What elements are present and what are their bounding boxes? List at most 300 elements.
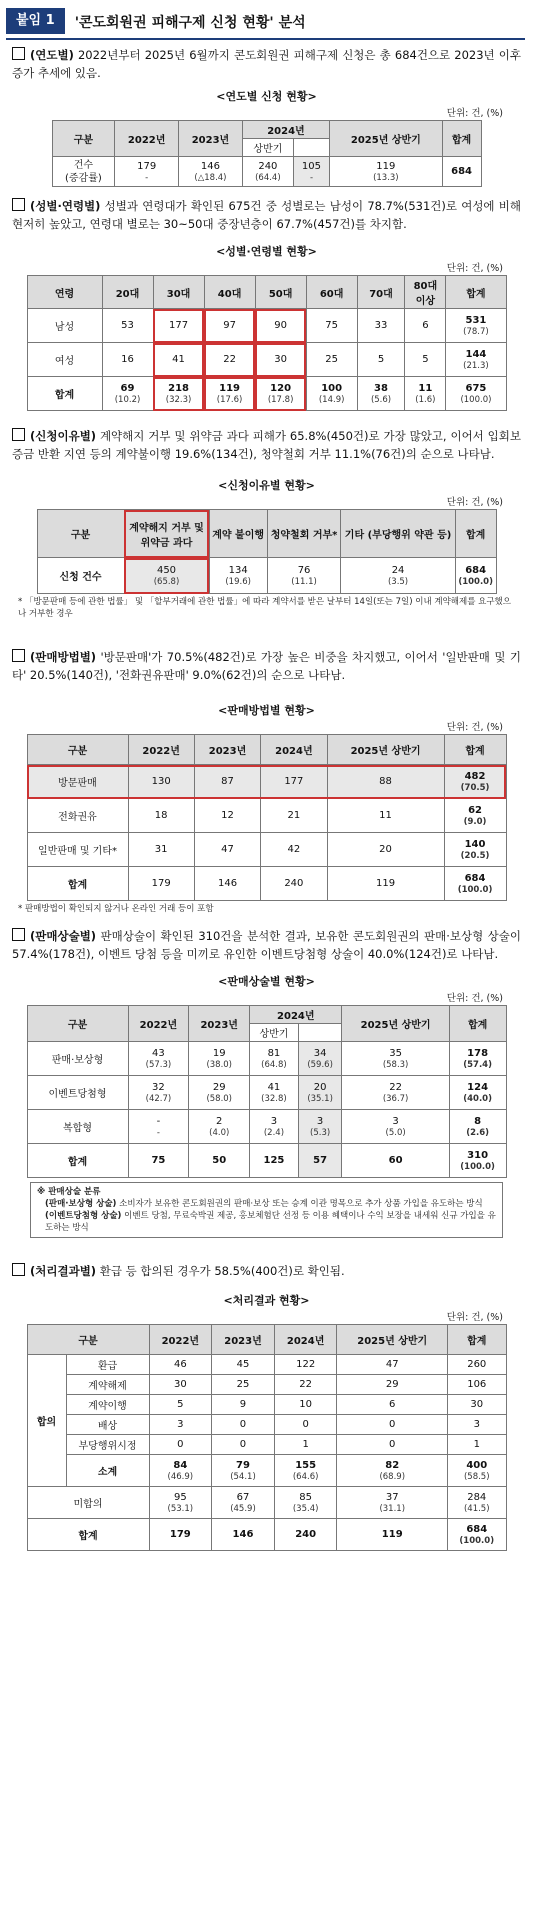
rate: - [309, 172, 314, 183]
cell: 90 [255, 309, 306, 343]
th-2022: 2022년 [149, 1325, 212, 1355]
footnote: * 「방문판매 등에 관한 법률」 및 「할부거래에 관한 법률」에 따라 계약서를 받은 날부터 14일(또는 7일) 이내 계약해제를 요구했으나 거부한 경우 [18, 597, 511, 619]
value: - [156, 1115, 161, 1127]
th-other: 기타 (부당행위 약관 등) [341, 510, 455, 558]
th-2024: 2024년 [242, 121, 329, 139]
pct: (40.0) [463, 1093, 492, 1104]
th-total: 합계 [455, 510, 496, 558]
cell: 0 [212, 1415, 275, 1435]
cell [204, 377, 255, 411]
unit-label: 단위: 건, (%) [446, 993, 503, 1004]
cell: 18 [128, 799, 194, 833]
cell: 177 [153, 309, 204, 343]
row-label: 부당행위시정 [66, 1435, 149, 1455]
th-total: 합계 [449, 1006, 506, 1042]
th-2024: 2024년 [274, 1325, 337, 1355]
cell [298, 1076, 342, 1110]
value: 284 [467, 1491, 487, 1503]
cell [357, 377, 405, 411]
cell: 119 [327, 867, 444, 901]
cell [149, 1487, 212, 1519]
label-count: 건수 [73, 159, 94, 171]
table-row [27, 833, 506, 867]
cell [149, 1455, 212, 1487]
section-sales-tactic-text [12, 927, 521, 963]
value: 62 [468, 804, 482, 816]
pct: (5.3) [310, 1127, 331, 1138]
cell [124, 558, 209, 594]
cell [330, 157, 443, 187]
th-2024h1: 상반기 [242, 139, 293, 157]
reason-table [37, 509, 497, 594]
row-label: 소계 [66, 1455, 149, 1487]
cell: 57 [298, 1144, 342, 1178]
cell: 33 [357, 309, 405, 343]
cell [189, 1042, 250, 1076]
value: 79 [236, 1459, 250, 1471]
value: 85 [299, 1491, 312, 1503]
cell: 47 [194, 833, 260, 867]
total-cell [449, 1042, 506, 1076]
cell: 0 [149, 1435, 212, 1455]
value: 43 [152, 1047, 165, 1059]
pct: (100.0) [459, 1535, 495, 1546]
value: 120 [270, 382, 292, 394]
row-label: 신청 건수 [37, 558, 124, 594]
cell [212, 1455, 275, 1487]
th-2022: 2022년 [115, 121, 179, 157]
note-title: ※ 판매상술 분류 [37, 1187, 101, 1197]
cell: 6 [337, 1395, 448, 1415]
classification-note [30, 1182, 503, 1238]
row-label [52, 157, 115, 187]
table-row [27, 1110, 506, 1144]
value: 11 [418, 382, 433, 394]
table-row [27, 1395, 506, 1415]
pct: (70.5) [460, 782, 490, 793]
section-heading: (신청이유별) [30, 429, 97, 443]
document-title: '콘도회원권 피해구제 신청 현황' 분석 [74, 15, 306, 31]
cell: 5 [149, 1395, 212, 1415]
section-heading: (처리결과별) [30, 1264, 97, 1278]
th-2022: 2022년 [128, 735, 194, 765]
cell: 240 [261, 867, 327, 901]
th-80s: 80대 이상 [405, 276, 446, 309]
pct: (64.6) [292, 1471, 319, 1482]
checkbox-bullet-icon [12, 198, 25, 211]
cell [242, 157, 293, 187]
cell [255, 377, 306, 411]
th-2023: 2023년 [179, 121, 243, 157]
cell: 130 [128, 765, 194, 799]
value: 20 [313, 1081, 327, 1093]
rate: - [145, 172, 149, 183]
value: 240 [258, 160, 278, 172]
cell: 5 [405, 343, 446, 377]
th-total: 합계 [448, 1325, 507, 1355]
pct: (31.1) [379, 1503, 406, 1514]
table-row-total [27, 1144, 506, 1178]
section-heading: (판매상술별) [30, 929, 97, 943]
cell: 240 [274, 1519, 337, 1551]
note-desc: 이벤트 당첨, 무료숙박권 제공, 홍보체험단 선정 등 이용 혜택이나 수익 보장을 내세워 신규 가입을 유도하는 방식 [45, 1211, 496, 1233]
table-row [27, 1375, 506, 1395]
cell [189, 1076, 250, 1110]
th-age: 연령 [27, 276, 102, 309]
cell [250, 1110, 299, 1144]
cell: 46 [149, 1355, 212, 1375]
th-category: 구분 [27, 1006, 128, 1042]
value: 95 [173, 1491, 187, 1503]
row-label: 복합형 [27, 1110, 128, 1144]
cell: 30 [149, 1375, 212, 1395]
row-label: 계약해제 [66, 1375, 149, 1395]
pct: (57.3) [145, 1059, 172, 1070]
pct: (58.0) [206, 1093, 232, 1104]
row-label: 남성 [27, 309, 102, 343]
pct: (65.8) [153, 576, 180, 587]
pct: (19.6) [225, 576, 251, 587]
cell: 179 [149, 1519, 212, 1551]
th-nonperformance: 계약 불이행 [209, 510, 267, 558]
cell: 31 [128, 833, 194, 867]
pct: (78.7) [463, 326, 489, 337]
value: 3 [316, 1115, 324, 1127]
cell [115, 157, 179, 187]
cell: 22 [204, 343, 255, 377]
cell: 125 [250, 1144, 299, 1178]
th-2025h1: 2025년 상반기 [337, 1325, 448, 1355]
value: 19 [212, 1047, 226, 1059]
table-row [27, 1076, 506, 1110]
section-sales-method-text [12, 648, 521, 684]
pct: (100.0) [460, 1161, 495, 1172]
checkbox-bullet-icon [12, 1263, 25, 1276]
section-heading: (연도별) [30, 48, 74, 62]
pct: (54.1) [230, 1471, 256, 1482]
section-body: 성별과 연령대가 확인된 675건 중 성별로는 남성이 78.7%(531건)로 여성에 비해 현저히 높았고, 연령대 별로는 30~50대 중장년층이 67.7%(457건)를 차지함. [12, 199, 521, 231]
pct: (100.0) [457, 884, 493, 895]
cell: 60 [342, 1144, 449, 1178]
cell: 260 [448, 1355, 507, 1375]
th-total: 합계 [442, 121, 481, 157]
value: 140 [464, 838, 486, 850]
gender-age-table [27, 275, 507, 411]
cell [448, 1487, 507, 1519]
cell: 0 [337, 1415, 448, 1435]
cell [189, 1110, 250, 1144]
cell [102, 377, 153, 411]
note-item [37, 1210, 496, 1234]
cell [212, 1487, 275, 1519]
document-header [6, 6, 525, 40]
value: 29 [212, 1081, 226, 1093]
table-row [27, 1355, 506, 1375]
row-label: 이벤트당첨형 [27, 1076, 128, 1110]
value: 84 [173, 1459, 188, 1471]
pct: (35.4) [292, 1503, 319, 1514]
th-2022: 2022년 [128, 1006, 189, 1042]
value: 684 [464, 872, 486, 884]
value: 82 [385, 1459, 400, 1471]
cell [337, 1487, 448, 1519]
cell: 41 [153, 343, 204, 377]
pct: (38.0) [206, 1059, 232, 1070]
total-cell [455, 558, 496, 594]
pct: (68.9) [379, 1471, 406, 1482]
cell: 22 [274, 1375, 337, 1395]
cell: 6 [405, 309, 446, 343]
value: 400 [466, 1459, 488, 1471]
cell: 16 [102, 343, 153, 377]
value: 531 [465, 314, 487, 326]
value: 310 [467, 1149, 489, 1161]
total-cell [449, 1110, 506, 1144]
value: 2 [216, 1115, 223, 1127]
pct: (2.4) [263, 1127, 285, 1138]
value: 124 [467, 1081, 489, 1093]
pct: (59.6) [307, 1059, 333, 1070]
footnote: * 판매방법이 확인되지 않거나 온라인 거래 등이 포함 [18, 904, 214, 914]
cell: 87 [194, 765, 260, 799]
section-heading: (성별·연령별) [30, 199, 101, 213]
th-2024h1: 상반기 [250, 1024, 299, 1042]
row-label: 판매·보상형 [27, 1042, 128, 1076]
note-desc: 소비자가 보유한 콘도회원권의 판매·보상 또는 승계 이관 명목으로 추가 상품 가입을 유도하는 방식 [116, 1199, 483, 1209]
pct: (100.0) [458, 576, 493, 587]
cell: 179 [128, 867, 194, 901]
cell: 5 [357, 343, 405, 377]
pct: (17.6) [216, 394, 243, 405]
th-2023: 2023년 [212, 1325, 275, 1355]
value: 34 [313, 1047, 327, 1059]
cell: 1 [274, 1435, 337, 1455]
total-cell [446, 343, 506, 377]
rate: (64.4) [255, 172, 281, 183]
cell [306, 377, 357, 411]
value: 76 [297, 564, 311, 576]
table-row-total [27, 377, 506, 411]
table-title: <판매방법별 현황> [218, 704, 315, 717]
group-label-agreed: 합의 [27, 1355, 66, 1487]
row-label: 합계 [27, 1144, 128, 1178]
row-label: 방문판매 [27, 765, 128, 799]
total-cell [446, 309, 506, 343]
row-label: 합계 [27, 377, 102, 411]
pct: (9.0) [463, 816, 487, 827]
pct: (20.5) [460, 850, 490, 861]
cell [267, 558, 341, 594]
section-result-text [12, 1262, 521, 1280]
cell: 11 [327, 799, 444, 833]
pct: (1.6) [415, 394, 436, 405]
value: 482 [464, 770, 486, 782]
value: 38 [374, 382, 388, 394]
pct: (36.7) [382, 1093, 409, 1104]
pct: (46.9) [167, 1471, 194, 1482]
pct: (17.8) [267, 394, 294, 405]
value: 41 [267, 1081, 281, 1093]
cell: 30 [448, 1395, 507, 1415]
row-label: 환급 [66, 1355, 149, 1375]
th-2025h1: 2025년 상반기 [327, 735, 444, 765]
row-label: 계약이행 [66, 1395, 149, 1415]
pct: (2.6) [466, 1127, 490, 1138]
unit-label: 단위: 건, (%) [446, 263, 503, 274]
row-label: 합계 [27, 867, 128, 901]
cell [337, 1455, 448, 1487]
pct: (21.3) [463, 360, 489, 371]
value: 81 [267, 1047, 281, 1059]
value: 155 [295, 1459, 317, 1471]
table-title: <신청이유별 현황> [218, 479, 315, 492]
cell [342, 1110, 449, 1144]
cell: 122 [274, 1355, 337, 1375]
pct: (32.8) [261, 1093, 287, 1104]
pct: (58.3) [382, 1059, 409, 1070]
value: 22 [389, 1081, 402, 1093]
th-50s: 50대 [255, 276, 306, 309]
th-2023: 2023년 [189, 1006, 250, 1042]
table-row [27, 1415, 506, 1435]
value: 3 [270, 1115, 278, 1127]
document-page [0, 6, 533, 1551]
value: 37 [385, 1491, 399, 1503]
cell [128, 1110, 189, 1144]
cell: 53 [102, 309, 153, 343]
pct: (14.9) [318, 394, 345, 405]
value: 105 [301, 160, 322, 172]
cell: 146 [194, 867, 260, 901]
cell [341, 558, 455, 594]
value: 24 [391, 564, 405, 576]
th-20s: 20대 [102, 276, 153, 309]
pct: (3.5) [387, 576, 409, 587]
sales-tactic-table [27, 1005, 507, 1178]
th-category: 구분 [52, 121, 115, 157]
cell: 106 [448, 1375, 507, 1395]
cell [128, 1042, 189, 1076]
label-rate: (증감률) [64, 172, 102, 184]
section-reason-text [12, 427, 521, 463]
cell [274, 1455, 337, 1487]
th-category: 구분 [37, 510, 124, 558]
value: 178 [467, 1047, 489, 1059]
cell: 21 [261, 799, 327, 833]
th-total: 합계 [446, 276, 506, 309]
total-cell [448, 1519, 507, 1551]
row-label: 일반판매 및 기타* [27, 833, 128, 867]
row-label: 전화권유 [27, 799, 128, 833]
pct: - [156, 1127, 160, 1138]
value: 144 [465, 348, 487, 360]
cell: 97 [204, 309, 255, 343]
cell [250, 1076, 299, 1110]
total-cell [444, 799, 506, 833]
cell: 177 [261, 765, 327, 799]
cell: 45 [212, 1355, 275, 1375]
table-title: <처리결과 현황> [223, 1294, 310, 1307]
cell: 10 [274, 1395, 337, 1415]
th-30s: 30대 [153, 276, 204, 309]
cell [448, 1455, 507, 1487]
pct: (57.4) [463, 1059, 492, 1070]
value: 69 [120, 382, 135, 394]
value: 32 [152, 1081, 165, 1093]
value: 450 [156, 564, 177, 576]
th-60s: 60대 [306, 276, 357, 309]
unit-label: 단위: 건, (%) [446, 722, 503, 733]
total-cell [444, 867, 506, 901]
th-2025h1: 2025년 상반기 [330, 121, 443, 157]
pct: (100.0) [460, 394, 492, 405]
rate: (△18.4) [194, 172, 227, 183]
cell [293, 157, 329, 187]
cell [209, 558, 267, 594]
unit-label: 단위: 건, (%) [446, 497, 503, 508]
pct: (45.9) [230, 1503, 256, 1514]
table-row-subtotal [27, 1455, 506, 1487]
section-heading: (판매방법별) [30, 650, 97, 664]
sales-method-table [27, 734, 507, 901]
value: 218 [168, 382, 189, 394]
cell: 0 [274, 1415, 337, 1435]
cell [342, 1076, 449, 1110]
checkbox-bullet-icon [12, 47, 25, 60]
note-term: (판매·보상형 상술) [45, 1199, 117, 1209]
cell [342, 1042, 449, 1076]
pct: (32.3) [165, 394, 192, 405]
pct: (41.5) [463, 1503, 490, 1514]
pct: (11.1) [291, 576, 317, 587]
cell: 75 [306, 309, 357, 343]
cell: 30 [255, 343, 306, 377]
cell: 119 [337, 1519, 448, 1551]
value: 675 [465, 382, 487, 394]
cell: 0 [212, 1435, 275, 1455]
cell: 146 [212, 1519, 275, 1551]
checkbox-bullet-icon [12, 649, 25, 662]
table-title: <판매상술별 현황> [218, 975, 315, 988]
table-row [27, 309, 506, 343]
value: 684 [466, 1523, 488, 1535]
row-label: 배상 [66, 1415, 149, 1435]
table-row-total [27, 1519, 506, 1551]
value: 179 [137, 160, 157, 172]
value: 100 [321, 382, 343, 394]
table-row [27, 799, 506, 833]
total-cell [444, 765, 506, 799]
table-row-highlighted [27, 765, 506, 799]
cell: 47 [337, 1355, 448, 1375]
section-gender-age-text [12, 197, 521, 233]
value: 8 [474, 1115, 482, 1127]
table-row [27, 343, 506, 377]
pct: (35.1) [307, 1093, 333, 1104]
note-term: (이벤트당첨형 상술) [45, 1211, 122, 1221]
th-70s: 70대 [357, 276, 405, 309]
table-row-total [27, 867, 506, 901]
th-2023: 2023년 [194, 735, 260, 765]
cell: 42 [261, 833, 327, 867]
cell [153, 377, 204, 411]
pct: (42.7) [145, 1093, 172, 1104]
cell [298, 1042, 342, 1076]
value: 684 [465, 564, 487, 576]
value: 119 [219, 382, 241, 394]
value: 146 [200, 160, 221, 172]
cell [405, 377, 446, 411]
